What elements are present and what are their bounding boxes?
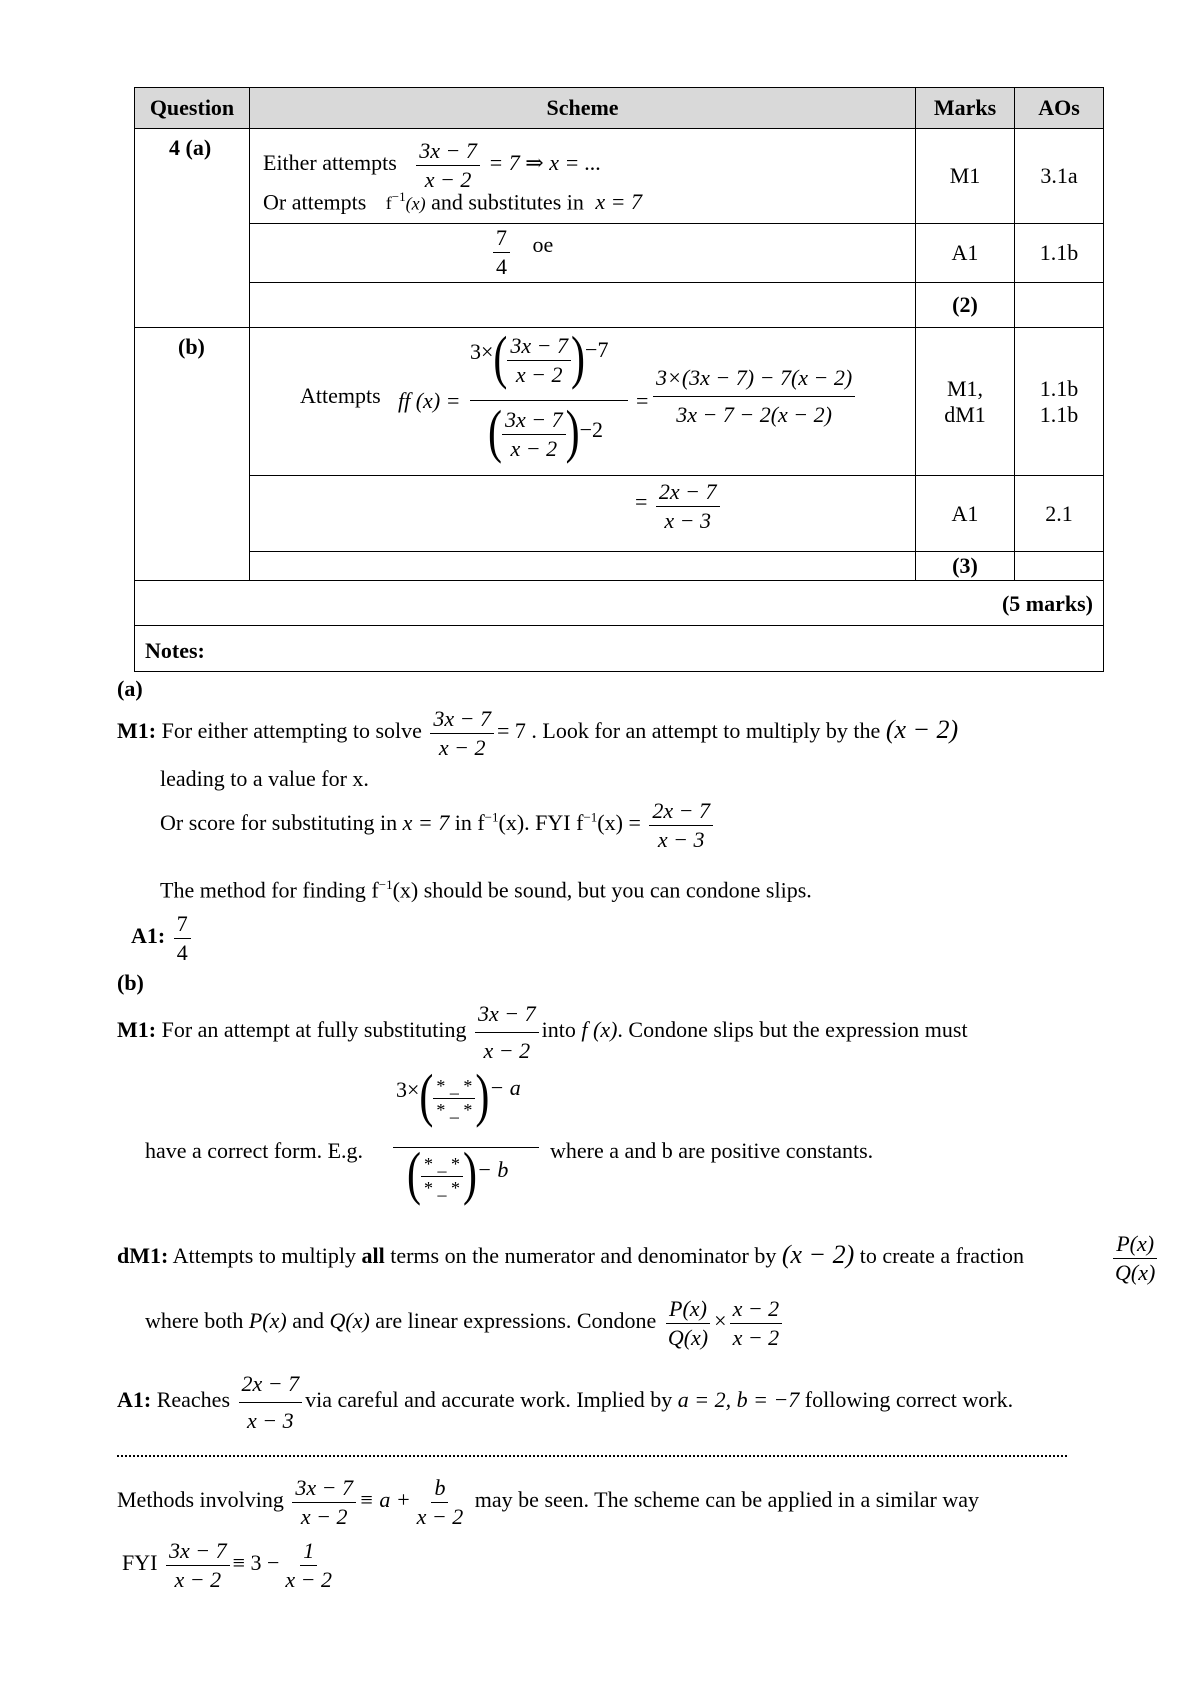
mark-b2: A1 [915,475,1015,552]
three-times: 3× [396,1077,420,1103]
numerator: P(x) [666,1295,710,1324]
text: x = 7 [402,810,450,836]
mark-a1: M1 [915,128,1015,224]
denominator: x − 2 [732,1324,780,1350]
denominator: * _ * [424,1177,460,1198]
mark-b1 [915,327,1015,476]
numerator: 2x − 7 [649,797,713,826]
or-rest: and substitutes in [431,189,584,215]
question-cell-4b [134,327,250,581]
fraction [416,137,480,193]
superscript: −1 [583,809,598,825]
denominator: x − 2 [515,361,563,387]
numerator: 3x − 7 [502,406,566,435]
text: Reaches [156,1387,231,1413]
notes-b-m1-form: have a correct form. E.g. [145,1138,364,1163]
superscript: −1 [484,809,499,825]
fraction [239,1370,303,1434]
equiv: ≡ a + [358,1487,411,1513]
times: × [714,1308,727,1334]
text: Methods involving [117,1487,284,1513]
header-marks: Marks [915,87,1015,129]
fx: f (x) [581,1017,618,1043]
numerator: 1 [300,1537,317,1566]
equiv: ≡ 3 − [232,1550,280,1576]
text: . Condone slips but the expression must [617,1017,968,1043]
or-text: Or attempts [263,189,367,215]
scheme-cell-b1 [249,327,916,476]
rhs-fraction [650,364,858,428]
fraction [665,1295,711,1351]
fraction [282,1537,335,1593]
text: (x). FYI [498,810,571,836]
oe-text: oe [532,232,554,257]
star-fraction [433,1075,475,1121]
notes-fyi [122,1537,338,1593]
total-b: (3) [915,551,1015,581]
right-paren: ) [565,400,580,465]
denominator: * _ * [436,1099,473,1120]
fraction [414,1474,467,1530]
text: P(x) [248,1308,287,1334]
inner-fraction [507,332,571,388]
bracket-x-2: (x − 2) [885,715,959,745]
fraction [166,1537,230,1593]
left-paren: ( [407,1142,421,1207]
notes-a-m1-line1 [117,705,958,761]
denominator: Q(x) [667,1324,709,1350]
a1-label: A1: [117,1387,152,1413]
numerator: 7 [493,224,510,253]
answer-7-4 [490,224,553,280]
fyi-label: FYI [122,1550,158,1576]
all-bold: all [361,1243,385,1268]
text: terms on the numerator and denominator by [390,1243,777,1268]
ao-a2: 1.1b [1014,223,1104,283]
numerator: 3x − 7 [507,332,571,361]
compound-fraction [470,326,630,472]
text: to create a fraction [859,1243,1025,1268]
denominator: Q(x) [1115,1259,1156,1285]
dotted-divider [117,1455,1067,1457]
text: into [541,1017,576,1043]
ao-2: 1.1b [1039,401,1079,427]
ao-a1: 3.1a [1014,128,1104,224]
denominator: 3x − 7 − 2(x − 2) [676,401,832,427]
text: are linear expressions. Condone [375,1308,657,1334]
numerator: b [431,1474,448,1503]
numerator: 2x − 7 [239,1370,303,1403]
notes-b-label: (b) [117,970,144,995]
right-paren: ) [571,326,586,391]
attempts-text: Attempts [300,383,381,408]
denominator: 4 [496,253,507,279]
mark-a2: A1 [915,223,1015,283]
text: Or score for substituting in [160,810,398,836]
m1-text-2: = 7 . Look for an attempt to multiply by the [497,718,881,744]
scheme-cell-a-total [249,282,916,328]
notes-a-label: (a) [117,676,143,701]
left-paren: ( [493,326,508,391]
star-fraction [421,1153,463,1199]
text: The method for finding [160,877,366,903]
general-form-fraction [393,1064,543,1235]
func-f: f [477,810,485,836]
ao-b-total [1014,551,1104,581]
m1-text: For either attempting to solve [161,718,422,744]
inner-fraction [502,406,566,462]
text: where both [145,1308,244,1334]
text: may be seen. The scheme can be applied in a similar way [474,1487,979,1513]
minus-b: − b [477,1157,509,1183]
superscript: −1 [391,189,406,204]
ao-b2: 2.1 [1014,475,1104,552]
numerator: 3x − 7 [475,1000,539,1033]
mark-scheme-table [134,87,1104,672]
or-eq: x = 7 [595,189,642,215]
total-a: (2) [915,282,1015,328]
fraction [475,1000,539,1064]
text: via careful and accurate work. Implied by [305,1387,673,1413]
text: in [454,810,472,836]
denominator: x − 2 [483,1037,531,1063]
denominator: x − 2 [438,734,486,760]
question-label-4b: (b) [178,334,205,359]
numerator: 2x − 7 [656,478,720,507]
fraction [1112,1230,1158,1286]
mark-m1: M1, [946,375,984,401]
numerator: 7 [174,910,191,939]
a1-label: A1: [131,923,166,949]
notes-b-m1-where: where a and b are positive constants. [550,1138,874,1163]
scheme-a-or-line [263,189,642,215]
notes-a-m1-line4 [160,877,812,903]
ao-1: 1.1b [1039,375,1079,401]
scheme-a-either-line [263,137,601,193]
scheme-cell-b-total [249,551,916,581]
bracket-x-2: (x − 2) [781,1240,855,1269]
general-denominator [407,1142,509,1207]
header-scheme: Scheme [249,87,916,129]
func-f: f [576,810,584,836]
fraction [292,1474,356,1530]
left-paren: ( [488,400,502,465]
numerator: 3×(3x − 7) − 7(x − 2) [653,364,855,397]
denominator: x − 2 [300,1503,348,1529]
notes-b-dm1-line1 [117,1240,1024,1270]
fraction [649,797,713,853]
ao-b1 [1014,327,1104,476]
numerator: x − 2 [730,1295,783,1324]
notes-a-m1-line2: leading to a value for x. [160,766,369,791]
fraction [656,478,720,534]
notes-b-a1 [117,1370,1013,1434]
denominator: x − 2 [416,1503,464,1529]
func-f: f [371,877,379,903]
text: Attempts to multiply [172,1243,356,1268]
notes-row [134,625,1104,672]
func-arg: (x) [405,193,426,214]
answer-b [635,478,723,534]
fraction [430,705,494,761]
notes-heading: Notes: [145,638,205,663]
question-cell-4a [134,128,250,328]
total-marks: (5 marks) [1001,591,1093,616]
fraction [653,364,855,428]
notes-b-dm1-line2 [145,1295,785,1351]
ao-a-total [1014,282,1104,328]
minus-a: − a [489,1075,521,1101]
condition: a = 2, b = −7 [677,1387,800,1413]
either-rest: = 7 ⇒ x = ... [488,150,602,176]
P-over-Q-fraction [1112,1230,1158,1286]
fraction [730,1295,783,1351]
denominator: x − 3 [664,507,712,533]
denominator: x − 2 [285,1566,333,1592]
equals: = [635,489,648,515]
denominator: x − 2 [510,435,558,461]
compound-denominator [488,400,604,465]
numerator: 3x − 7 [430,705,494,734]
func-f: f [385,193,392,214]
minus-seven: −7 [585,337,609,363]
m1-label: M1: [117,1017,157,1043]
three-times: 3× [470,339,494,365]
notes-b-m1-line1 [117,1000,968,1064]
dm1-label: dM1: [117,1243,169,1268]
right-paren: ) [475,1064,490,1129]
scheme-cell-a2 [249,223,916,283]
text: (x) should be sound, but you can condone slips. [392,877,812,903]
numerator: * _ * [421,1153,463,1177]
fraction [174,910,191,966]
mark-dm1: dM1 [944,401,986,427]
fraction [493,224,510,280]
denominator: x − 3 [247,1407,294,1433]
scheme-cell-b2 [249,475,916,552]
ff-x: ff (x) = [398,388,461,413]
notes-methods [117,1474,979,1530]
notes-a-m1-line3 [160,797,716,853]
text: For an attempt at fully substituting [161,1017,467,1043]
denominator: x − 2 [174,1566,222,1592]
equals: = [636,388,649,413]
header-aos: AOs [1014,87,1104,129]
numerator: 3x − 7 [416,137,480,166]
text: Q(x) [329,1308,370,1334]
header-question: Question [134,87,250,129]
superscript: −1 [378,877,393,892]
scheme-cell-a1 [249,128,916,224]
either-text: Either attempts [263,150,397,176]
general-numerator [396,1064,521,1129]
text: (x) = [597,810,641,836]
right-paren: ) [463,1142,477,1207]
numerator: 3x − 7 [292,1474,356,1503]
denominator: x − 2 [424,166,472,192]
denominator: 4 [176,939,188,965]
notes-a-a1 [131,910,194,966]
numerator: P(x) [1113,1230,1157,1259]
numerator: * _ * [433,1075,475,1099]
m1-label: M1: [117,718,157,744]
left-paren: ( [419,1064,434,1129]
text: and [292,1308,324,1334]
total-marks-row [134,580,1104,626]
question-label-4a: 4 (a) [169,135,212,160]
numerator: 3x − 7 [166,1537,230,1566]
minus-two: −2 [579,417,604,443]
denominator: x − 3 [657,826,705,852]
text: following correct work. [804,1387,1014,1413]
compound-numerator [470,326,609,391]
